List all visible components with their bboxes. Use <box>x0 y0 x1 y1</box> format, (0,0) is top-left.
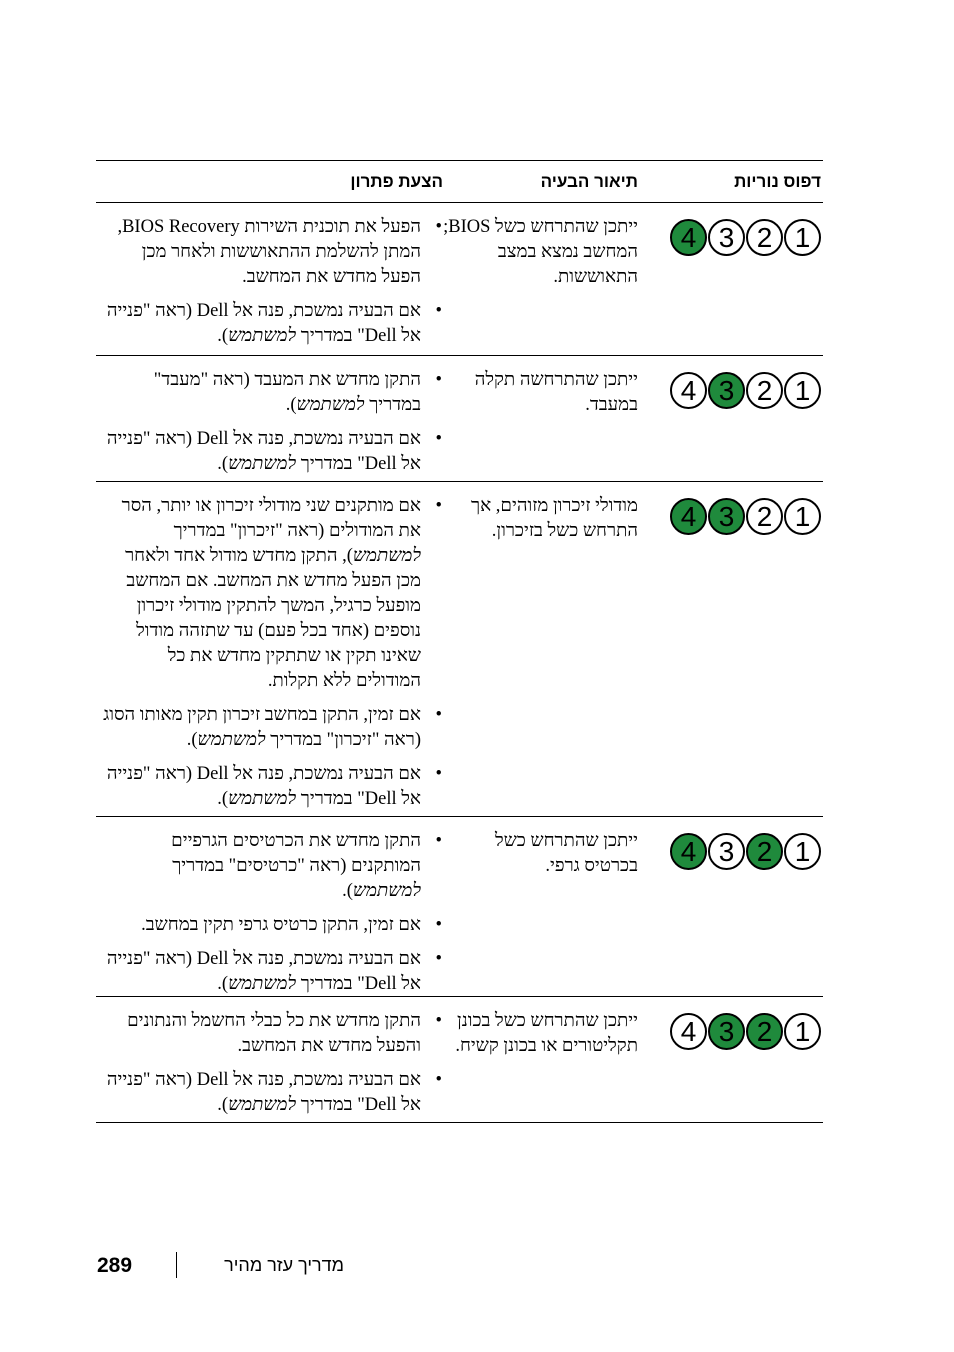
diagnostic-light-2-icon: 2 <box>746 219 783 256</box>
diagnostic-lights <box>640 219 821 256</box>
diagnostic-light-1-icon: 1 <box>784 372 821 409</box>
table-row <box>96 482 823 817</box>
solution-text-end: ). <box>342 881 353 901</box>
diagnostic-lights <box>640 372 821 409</box>
light-pattern-cell <box>640 356 823 486</box>
suggested-solution-cell <box>96 356 443 486</box>
diagnostic-light-3-icon: 3 <box>708 833 745 870</box>
diagnostic-light-4-icon: 4 <box>670 372 707 409</box>
solution-list <box>102 215 443 349</box>
header-suggested-solution: הצעת פתרון <box>350 172 443 191</box>
light-pattern-cell <box>640 817 823 1006</box>
solution-text: התקן מחדש את הכרטיסים הגרפיים המותקנים (ראה "כרטיסים" במדריך <box>171 831 421 876</box>
solution-item <box>102 829 443 904</box>
solution-emphasis: למשתמש <box>296 395 365 415</box>
problem-description: ייתכן שהתרחשה תקלה במעבד. <box>474 370 638 415</box>
solution-item <box>102 703 443 753</box>
table-header-row <box>96 161 823 203</box>
footer-guide-title: מדריך עזר מהיר <box>224 1255 344 1275</box>
problem-description: ייתכן שהתרחש כשל בכונן תקליטורים או בכונן קשיח. <box>455 1011 638 1056</box>
solution-item <box>102 1009 443 1059</box>
solution-text-end: ). <box>217 454 229 474</box>
diagnostic-light-4-icon: 4 <box>670 219 707 256</box>
solution-emphasis: למשתמש <box>352 546 421 566</box>
diagnostic-light-4-icon: 4 <box>670 498 707 535</box>
solution-item <box>102 762 443 812</box>
solution-item <box>102 913 443 938</box>
light-pattern-cell <box>640 482 823 821</box>
solution-text: אם הבעיה נמשכת, פנה אל Dell (ראה "פנייה אל Dell" במדריך <box>106 429 421 474</box>
diagnostic-light-4-icon: 4 <box>670 833 707 870</box>
diagnostic-lights <box>640 833 821 870</box>
problem-description: ייתכן שהתרחש כשל BIOS; המחשב נמצא במצב התאוששות. <box>443 217 638 287</box>
solution-text-end: ). <box>217 789 229 809</box>
solution-emphasis: למשתמש <box>352 881 421 901</box>
suggested-solution-cell <box>96 482 443 821</box>
suggested-solution-cell <box>96 817 443 1006</box>
solution-text: אם הבעיה נמשכת, פנה אל Dell (ראה "פנייה אל Dell" במדריך <box>106 949 421 994</box>
solution-emphasis: למשתמש <box>228 789 297 809</box>
solution-item <box>102 368 443 418</box>
diagnostic-light-3-icon: 3 <box>708 1013 745 1050</box>
solution-item <box>102 427 443 477</box>
solution-item <box>102 494 443 694</box>
table-row <box>96 356 823 482</box>
table-row <box>96 203 823 356</box>
solution-text-end: ), התקן מחדש מודול אחד ולאחר מכן הפעל מחדש את המחשב. אם המחשב מופעל כרגיל, המשך להתקין מודולי זיכרון נוספים (אחד בכל פעם) עד שתזהה מודול שאינו תקין או שתתקין מחדש את כל המודולים ללא תקלות. <box>125 546 421 691</box>
solution-text-end: ). <box>217 1095 229 1115</box>
solution-emphasis: למשתמש <box>228 974 297 994</box>
solution-item <box>102 947 443 997</box>
diagnostic-light-1-icon: 1 <box>784 498 821 535</box>
diagnostic-light-2-icon: 2 <box>746 498 783 535</box>
solution-text: אם הבעיה נמשכת, פנה אל Dell (ראה "פנייה אל Dell" במדריך <box>106 301 421 346</box>
solution-list <box>102 1009 443 1118</box>
solution-text: אם הבעיה נמשכת, פנה אל Dell (ראה "פנייה אל Dell" במדריך <box>106 764 421 809</box>
solution-item <box>102 299 443 349</box>
problem-description: ייתכן שהתרחש כשל בכרטיס גרפי. <box>495 831 638 876</box>
light-pattern-cell <box>640 997 823 1127</box>
solution-list <box>102 494 443 812</box>
diagnostic-light-3-icon: 3 <box>708 219 745 256</box>
light-pattern-cell <box>640 203 823 358</box>
solution-text-end: ). <box>285 395 297 415</box>
solution-item <box>102 215 443 290</box>
solution-text: אם זמין, התקן כרטיס גרפי תקין במחשב. <box>141 915 421 935</box>
solution-text: התקן מחדש את כל כבלי החשמל והנתונים והפעל מחדש את המחשב. <box>127 1011 421 1056</box>
solution-emphasis: למשתמש <box>228 326 297 346</box>
solution-text-end: ). <box>217 974 229 994</box>
diagnostic-lights <box>640 498 821 535</box>
diagnostic-lights <box>640 1013 821 1050</box>
diagnostic-light-1-icon: 1 <box>784 1013 821 1050</box>
diagnostic-light-3-icon: 3 <box>708 372 745 409</box>
diagnostic-light-2-icon: 2 <box>746 372 783 409</box>
solution-text: התקן מחדש את המעבד (ראה "מעבד" במדריך <box>153 370 421 415</box>
suggested-solution-cell <box>96 203 443 358</box>
table-row <box>96 817 823 997</box>
solution-text-end: ). <box>186 730 198 750</box>
problem-description: מודולי זיכרון מזוהים, אך התרחש כשל בזיכרון. <box>470 496 638 541</box>
solution-emphasis: למשתמש <box>228 1095 297 1115</box>
solution-list <box>102 829 443 997</box>
page-number: 289 <box>97 1254 133 1277</box>
diagnostic-light-2-icon: 2 <box>746 833 783 870</box>
solution-emphasis: למשתמש <box>197 730 266 750</box>
footer-divider <box>176 1252 177 1278</box>
diagnostic-light-1-icon: 1 <box>784 833 821 870</box>
table-row <box>96 997 823 1123</box>
header-problem-description: תיאור הבעיה <box>540 172 638 191</box>
solution-text: אם זמין, התקן במחשב זיכרון תקין מאותו הסוג (ראה "זיכרון" במדריך <box>103 705 421 750</box>
solution-text: הפעל את תוכנית השירות BIOS Recovery, המתן להשלמת ההתאוששות ולאחר מכן הפעל מחדש את המחשב. <box>117 217 421 287</box>
solution-item <box>102 1068 443 1118</box>
solution-text: אם מותקנים שני מודולי זיכרון או יותר, הסר את המודולים (ראה "זיכרון" במדריך <box>121 496 421 541</box>
diagnostic-lights-table <box>96 160 823 1123</box>
header-light-pattern: דפוס נוריות <box>734 172 821 191</box>
diagnostic-light-2-icon: 2 <box>746 1013 783 1050</box>
solution-emphasis: למשתמש <box>228 454 297 474</box>
diagnostic-light-3-icon: 3 <box>708 498 745 535</box>
solution-text-end: ). <box>217 326 229 346</box>
solution-list <box>102 368 443 477</box>
suggested-solution-cell <box>96 997 443 1127</box>
diagnostic-light-1-icon: 1 <box>784 219 821 256</box>
solution-text: אם הבעיה נמשכת, פנה אל Dell (ראה "פנייה אל Dell" במדריך <box>106 1070 421 1115</box>
diagnostic-light-4-icon: 4 <box>670 1013 707 1050</box>
